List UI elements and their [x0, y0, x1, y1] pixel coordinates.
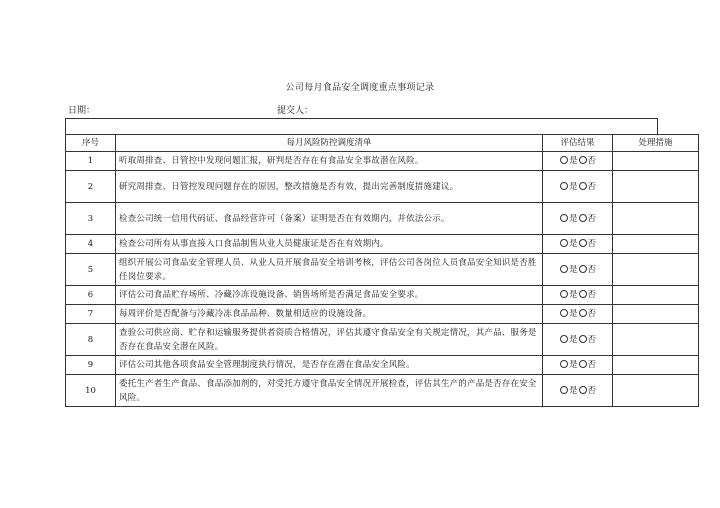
- no-radio-icon[interactable]: [579, 335, 587, 343]
- yes-radio-icon[interactable]: [560, 335, 568, 343]
- row-item-text: 组织开展公司食品安全管理人员、从业人员开展食品安全培训考核，评估公司各岗位人员食品安全知识是否胜任岗位要求。: [116, 254, 543, 286]
- row-item-text: 检查公司统一信用代码证、食品经营许可（备案）证明是否在有效期内，并依法公示。: [116, 203, 543, 235]
- measure-cell[interactable]: [613, 203, 699, 235]
- yes-radio-icon[interactable]: [560, 309, 568, 317]
- no-option-label: 否: [587, 181, 597, 192]
- no-radio-icon[interactable]: [579, 309, 587, 317]
- table-row: [66, 203, 699, 235]
- no-radio-icon[interactable]: [579, 182, 587, 190]
- row-number: 10: [66, 375, 116, 407]
- measure-cell[interactable]: [613, 254, 699, 286]
- no-radio-icon[interactable]: [579, 360, 587, 368]
- no-option-label: 否: [587, 213, 597, 224]
- eval-options: [543, 356, 613, 375]
- no-radio-icon[interactable]: [579, 214, 587, 222]
- row-number: 3: [66, 203, 116, 235]
- yes-option-label: 是: [568, 213, 578, 224]
- no-option-label: 否: [587, 156, 597, 166]
- no-option-label: 否: [587, 264, 597, 275]
- row-number: 6: [66, 286, 116, 305]
- table-header-row: [66, 135, 699, 152]
- yes-radio-icon[interactable]: [560, 386, 568, 394]
- measure-cell[interactable]: [613, 152, 699, 171]
- yes-radio-icon[interactable]: [560, 156, 568, 164]
- no-option-label: 否: [587, 309, 597, 319]
- row-item-text: 评估公司其他各项食品安全管理制度执行情况，是否存在潜在食品安全风险。: [116, 356, 543, 375]
- eval-options: [543, 235, 613, 254]
- no-option-label: 否: [587, 334, 597, 345]
- no-option-label: 否: [587, 290, 597, 300]
- yes-radio-icon[interactable]: [560, 239, 568, 247]
- yes-option-label: 是: [568, 264, 578, 275]
- header-item: 每月风险防控调度清单: [116, 135, 543, 152]
- no-option-label: 否: [587, 385, 597, 396]
- no-radio-icon[interactable]: [579, 265, 587, 273]
- table-top-strip: [65, 118, 658, 134]
- measure-cell[interactable]: [613, 356, 699, 375]
- submitter-label: 提交人：: [277, 106, 314, 116]
- row-item-text: 检查公司所有从事直接入口食品制售从业人员健康证是否在有效期内。: [116, 235, 543, 254]
- table-row: [66, 356, 699, 375]
- row-item-text: 委托生产者生产食品、食品添加剂的，对受托方遵守食品安全情况开展检查，评估其生产的产品是否存在安全风险。: [116, 375, 543, 407]
- measure-cell[interactable]: [613, 324, 699, 356]
- no-radio-icon[interactable]: [579, 386, 587, 394]
- measure-cell[interactable]: [613, 171, 699, 203]
- no-radio-icon[interactable]: [579, 239, 587, 247]
- eval-options: [543, 375, 613, 407]
- header-measure: 处理措施: [613, 135, 699, 152]
- yes-radio-icon[interactable]: [560, 265, 568, 273]
- yes-radio-icon[interactable]: [560, 182, 568, 190]
- table-row: [66, 171, 699, 203]
- yes-radio-icon[interactable]: [560, 360, 568, 368]
- row-number: 1: [66, 152, 116, 171]
- row-number: 9: [66, 356, 116, 375]
- eval-options: [543, 305, 613, 324]
- yes-option-label: 是: [568, 309, 578, 319]
- row-number: 8: [66, 324, 116, 356]
- header-eval: 评估结果: [543, 135, 613, 152]
- yes-option-label: 是: [568, 181, 578, 192]
- no-option-label: 否: [587, 239, 597, 249]
- row-item-text: 听取周排查、日管控中发现问题汇报，研判是否存在有食品安全事故潜在风险。: [116, 152, 543, 171]
- yes-radio-icon[interactable]: [560, 290, 568, 298]
- row-number: 4: [66, 235, 116, 254]
- table-row: [66, 235, 699, 254]
- eval-options: [543, 203, 613, 235]
- row-item-text: 研究周排查、日管控发现问题存在的原因，整改措施是否有效，提出完善制度措施建议。: [116, 171, 543, 203]
- eval-options: [543, 254, 613, 286]
- table-row: [66, 305, 699, 324]
- records-table: [65, 134, 699, 407]
- no-radio-icon[interactable]: [579, 156, 587, 164]
- eval-options: [543, 286, 613, 305]
- yes-radio-icon[interactable]: [560, 214, 568, 222]
- table-row: [66, 152, 699, 171]
- measure-cell[interactable]: [613, 375, 699, 407]
- row-number: 7: [66, 305, 116, 324]
- row-item-text: 评估公司食品贮存场所、冷藏冷冻设施设备、销售场所是否满足食品安全要求。: [116, 286, 543, 305]
- eval-options: [543, 171, 613, 203]
- no-radio-icon[interactable]: [579, 290, 587, 298]
- row-number: 5: [66, 254, 116, 286]
- no-option-label: 否: [587, 360, 597, 370]
- document-title: 公司每月食品安全调度重点事项记录: [285, 83, 435, 93]
- table-row: [66, 375, 699, 407]
- table-row: [66, 324, 699, 356]
- table-row: [66, 254, 699, 286]
- table-row: [66, 286, 699, 305]
- yes-option-label: 是: [568, 239, 578, 249]
- header-no: 序号: [66, 135, 116, 152]
- yes-option-label: 是: [568, 334, 578, 345]
- row-item-text: 每周评价是否配备与冷藏冷冻食品品种、数量相适应的设施设备。: [116, 305, 543, 324]
- yes-option-label: 是: [568, 360, 578, 370]
- date-label: 日期：: [68, 106, 96, 116]
- yes-option-label: 是: [568, 156, 578, 166]
- yes-option-label: 是: [568, 385, 578, 396]
- eval-options: [543, 152, 613, 171]
- measure-cell[interactable]: [613, 235, 699, 254]
- yes-option-label: 是: [568, 290, 578, 300]
- row-item-text: 查验公司供应商、贮存和运输服务提供者资质合格情况，评估其遵守食品安全有关规定情况，其产品、服务是否存在食品安全潜在风险。: [116, 324, 543, 356]
- eval-options: [543, 324, 613, 356]
- row-number: 2: [66, 171, 116, 203]
- measure-cell[interactable]: [613, 286, 699, 305]
- measure-cell[interactable]: [613, 305, 699, 324]
